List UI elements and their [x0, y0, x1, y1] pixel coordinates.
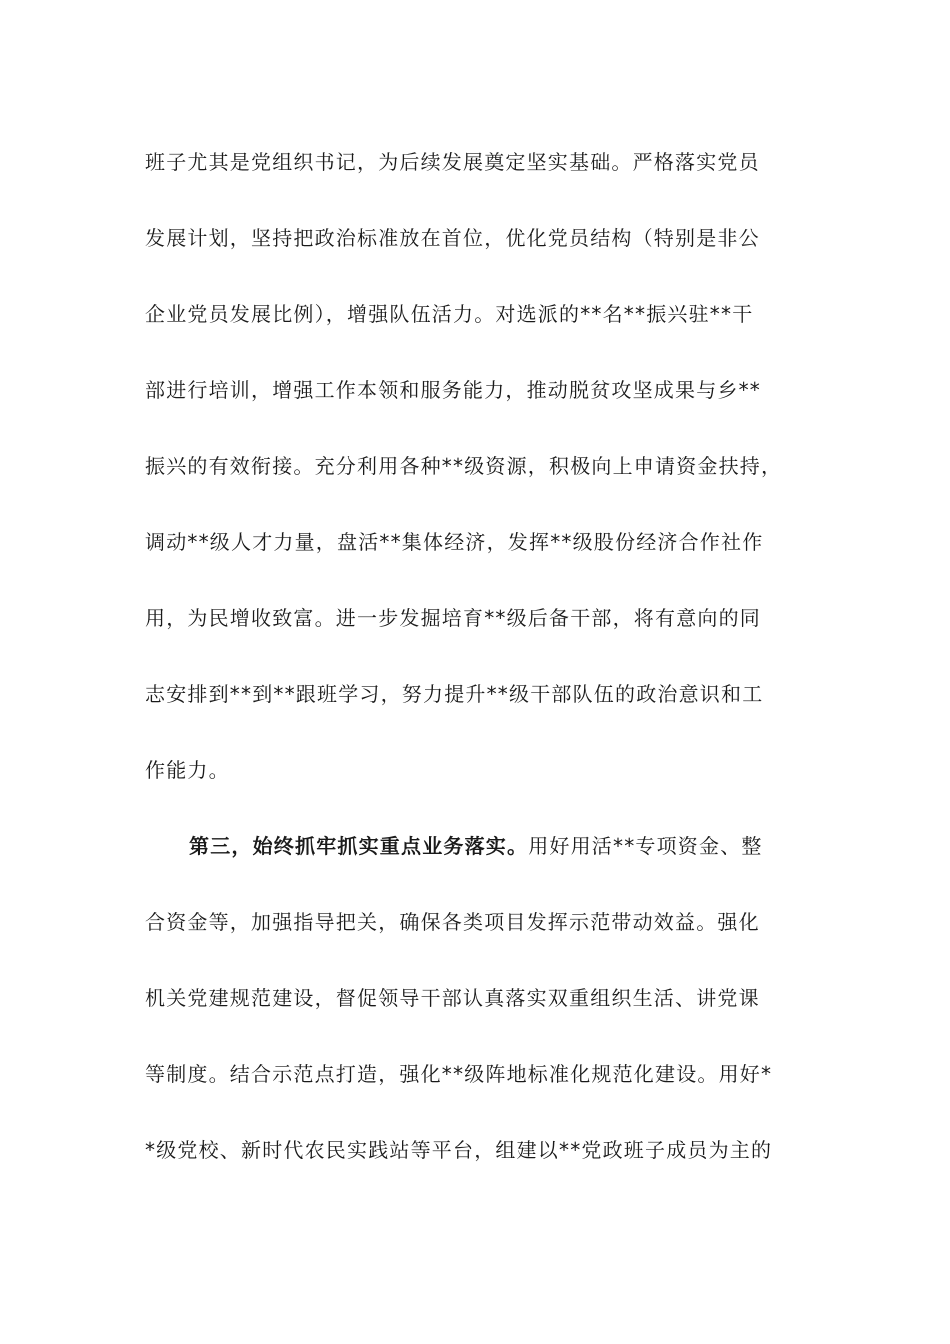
text-line: 等制度。结合示范点打造，强化**级阵地标准化规范化建设。用好* — [145, 1062, 773, 1086]
text-line: 发展计划，坚持把政治标准放在首位，优化党员结构（特别是非公 — [145, 226, 760, 250]
text-line: *级党校、新时代农民实践站等平台，组建以**党政班子成员为主的 — [145, 1138, 773, 1162]
text-line: 班子尤其是党组织书记，为后续发展奠定坚实基础。严格落实党员 — [145, 150, 760, 174]
text-line: 振兴的有效衔接。充分利用各种**级资源，积极向上申请资金扶持， — [145, 454, 783, 478]
paragraph-heading: 第三，始终抓牢抓实重点业务落实。 — [189, 834, 529, 858]
text-line: 企业党员发展比例），增强队伍活力。对选派的**名**振兴驻**干 — [145, 302, 754, 326]
text-line: 合资金等，加强指导把关，确保各类项目发挥示范带动效益。强化 — [145, 910, 760, 934]
text-line: 作能力。 — [145, 758, 230, 782]
text-line: 部进行培训，增强工作本领和服务能力，推动脱贫攻坚成果与乡** — [145, 378, 761, 402]
text-run: 用好用活**专项资金、整 — [528, 834, 763, 858]
text-line: 用，为民增收致富。进一步发掘培育**级后备干部，将有意向的同 — [145, 606, 761, 630]
paragraph-first-line — [189, 832, 829, 860]
text-line: 调动**级人才力量，盘活**集体经济，发挥**级股份经济合作社作 — [145, 530, 764, 554]
text-line: 机关党建规范建设，督促领导干部认真落实双重组织生活、讲党课 — [145, 986, 760, 1010]
text-line: 志安排到**到**跟班学习，努力提升**级干部队伍的政治意识和工 — [145, 682, 764, 706]
